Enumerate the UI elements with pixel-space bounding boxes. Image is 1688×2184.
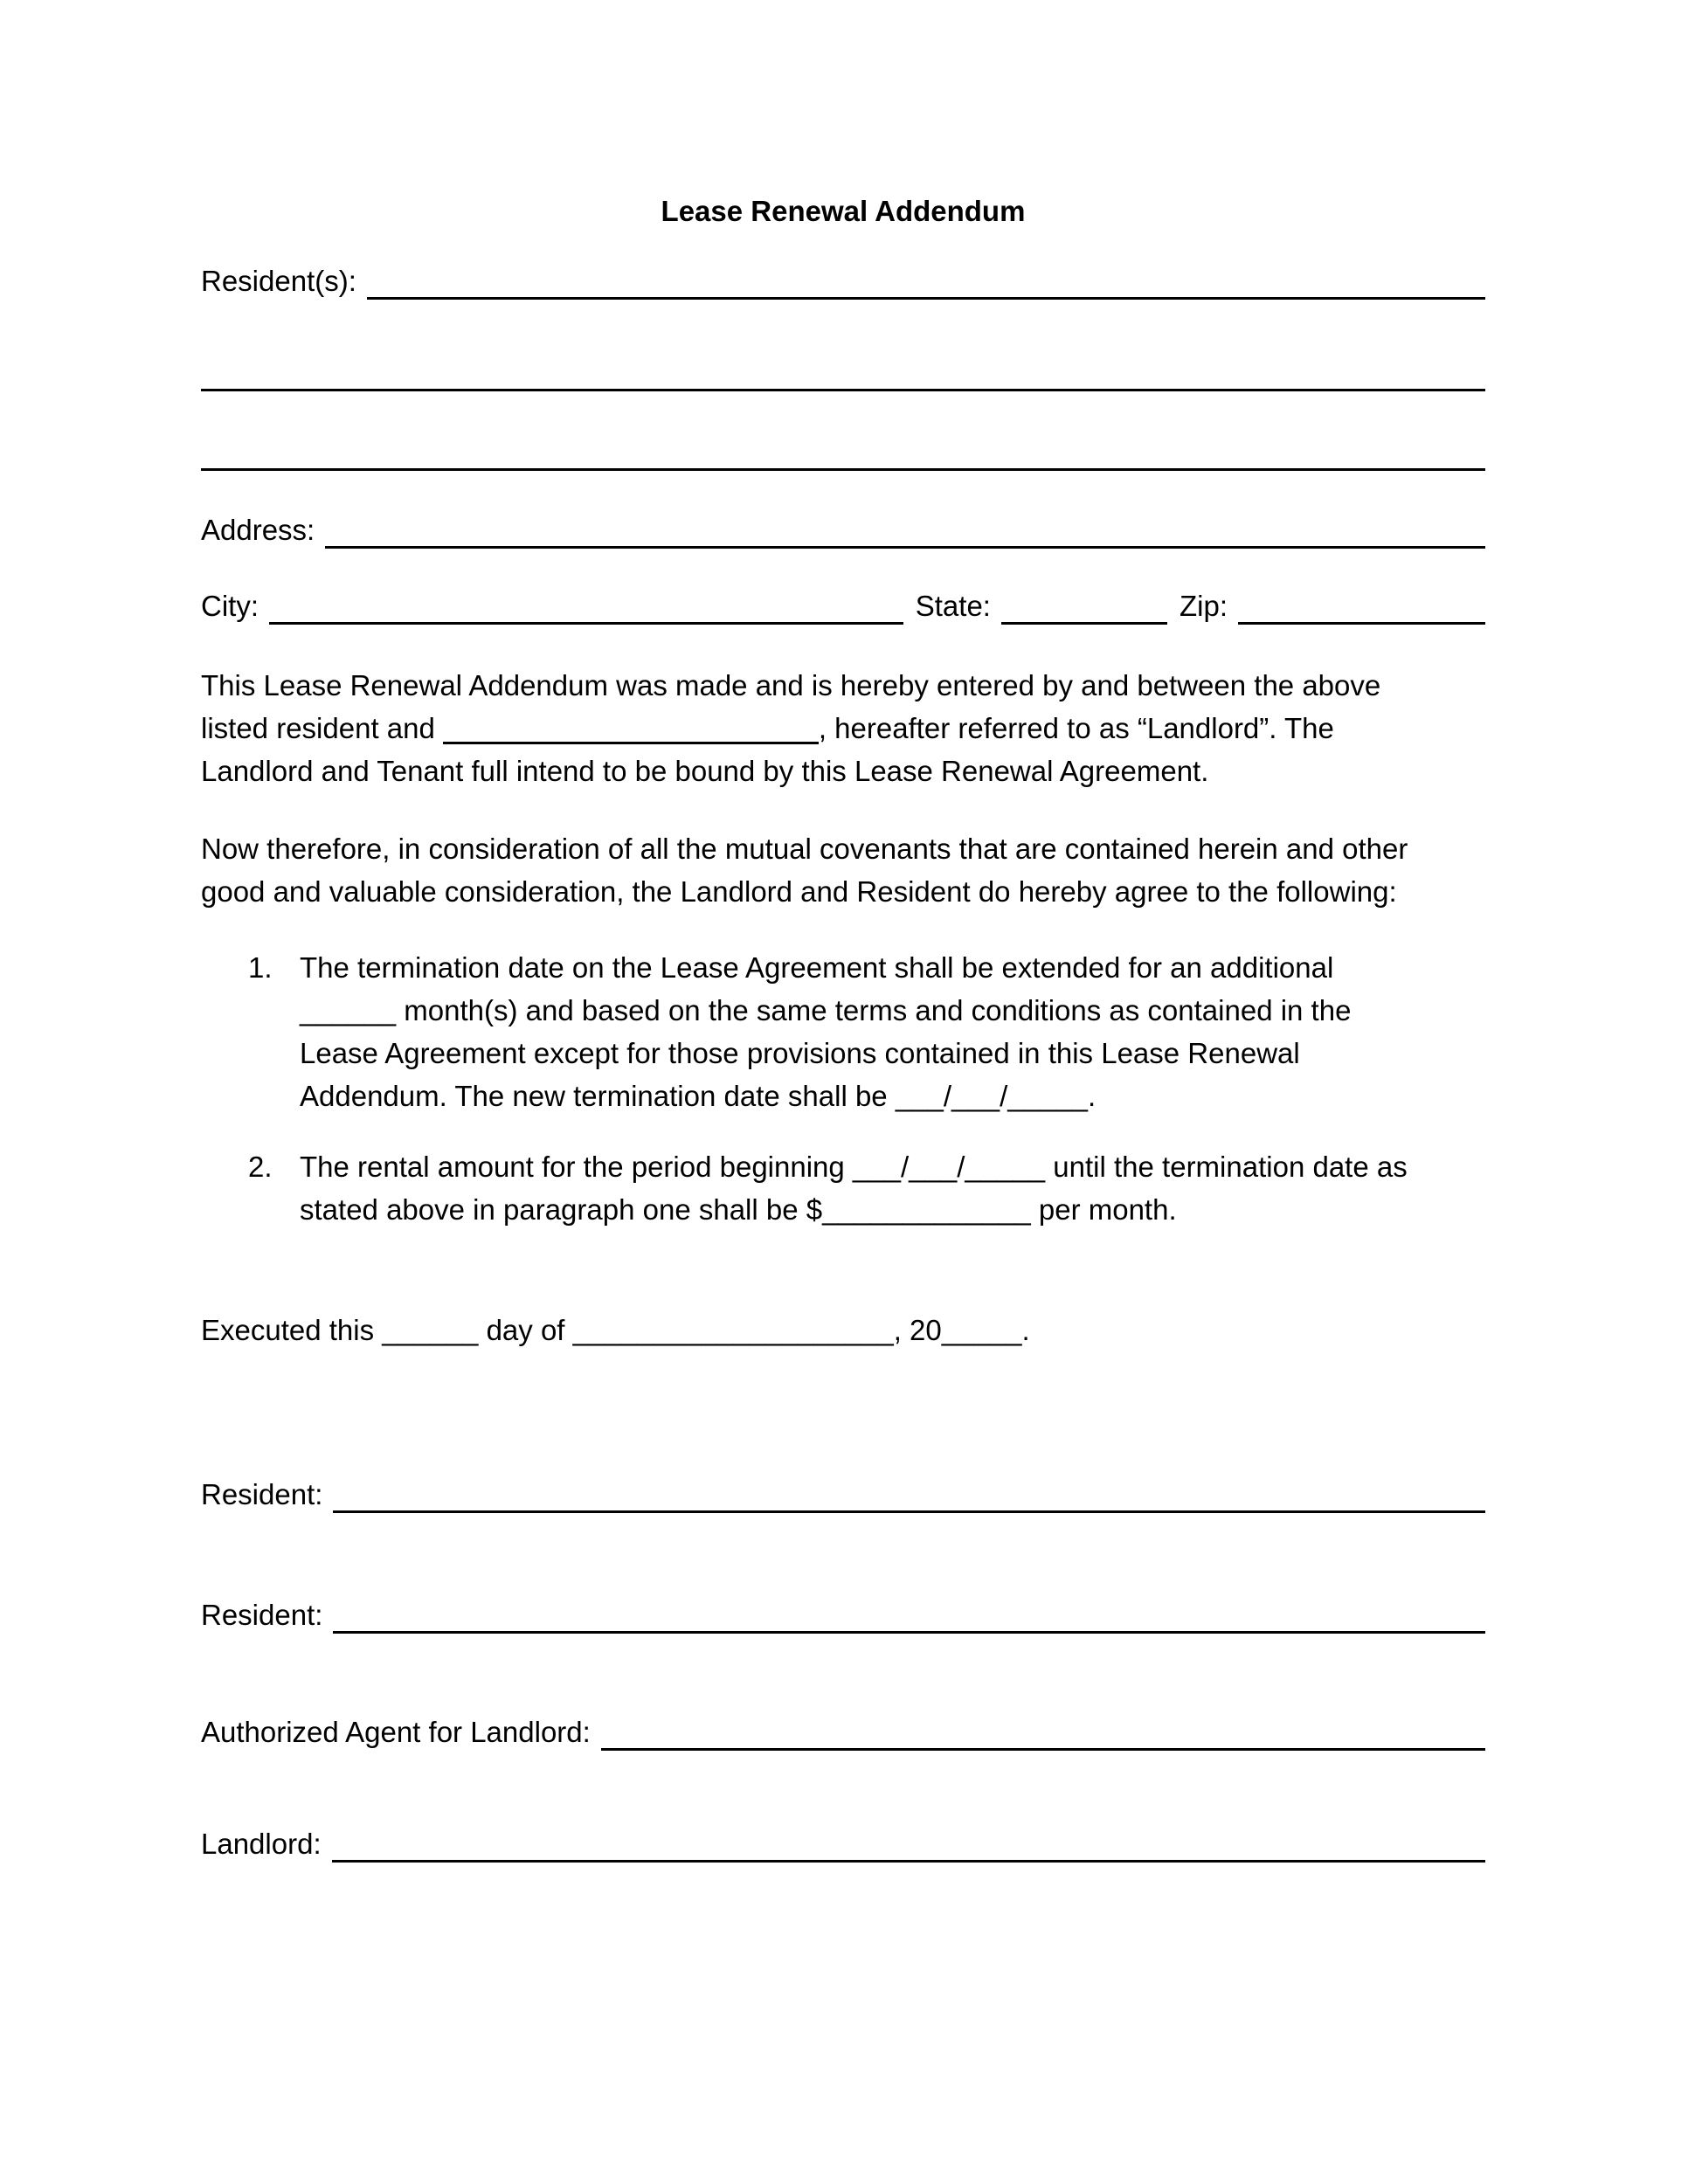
consideration-line-2: good and valuable consideration, the Landlord and Resident do hereby agree to the following: xyxy=(201,875,1397,908)
intro-line-3: Landlord and Tenant full intend to be bound by this Lease Renewal Agreement. xyxy=(201,755,1209,787)
resident-signature-line-2 xyxy=(333,1593,1485,1634)
clause-1-text xyxy=(300,946,1485,1117)
resident-signature-row-1 xyxy=(201,1473,1485,1516)
city-label: City: xyxy=(201,590,259,622)
state-label: State: xyxy=(915,590,991,622)
consideration-line-1: Now therefore, in consideration of all the mutual covenants that are contained herein and other xyxy=(201,833,1408,865)
landlord-agent-signature-row xyxy=(201,1711,1485,1753)
clause-2-line-1: The rental amount for the period beginning ___/___/_____ until the termination date as xyxy=(300,1151,1408,1183)
zip-field-line xyxy=(1238,584,1485,625)
clause-1-line-1: The termination date on the Lease Agreement shall be extended for an additional xyxy=(300,951,1334,984)
clause-1-number: 1. xyxy=(248,951,273,984)
zip-label: Zip: xyxy=(1179,590,1228,622)
intro-line-2 xyxy=(201,707,1485,750)
clause-2-line-2: stated above in paragraph one shall be $_____________ per month. xyxy=(300,1193,1177,1226)
residents-field-line xyxy=(367,259,1485,300)
clause-2-number: 2. xyxy=(248,1151,273,1183)
resident-signature-row-2 xyxy=(201,1593,1485,1636)
resident-signature-label-2: Resident: xyxy=(201,1599,323,1631)
document-title: Lease Renewal Addendum xyxy=(661,195,1026,227)
resident-signature-line-1 xyxy=(333,1473,1485,1513)
residents-label: Resident(s): xyxy=(201,265,356,297)
landlord-agent-signature-label: Authorized Agent for Landlord: xyxy=(201,1716,591,1748)
residents-extra-line-1 xyxy=(201,389,1485,391)
residents-row xyxy=(201,259,1485,302)
clause-1-line-3: Lease Agreement except for those provisions contained in this Lease Renewal xyxy=(300,1037,1300,1069)
clause-2-text xyxy=(300,1145,1485,1231)
intro-paragraph xyxy=(201,664,1485,792)
intro-line-2-before: listed resident and xyxy=(201,712,435,744)
execution-line: Executed this ______ day of ____________________, 20_____. xyxy=(201,1314,1030,1346)
clause-1-line-2: ______ month(s) and based on the same terms and conditions as contained in the xyxy=(300,994,1352,1026)
city-field-line xyxy=(269,584,903,625)
address-field-line xyxy=(325,508,1485,549)
landlord-signature-line xyxy=(332,1822,1485,1863)
landlord-name-blank xyxy=(443,742,819,744)
city-state-zip-row xyxy=(201,584,1485,627)
intro-line-1: This Lease Renewal Addendum was made and is hereby entered by and between the above xyxy=(201,669,1381,702)
clause-1 xyxy=(201,946,1485,1117)
landlord-agent-signature-line xyxy=(601,1711,1485,1751)
intro-line-2-after: , hereafter referred to as “Landlord”. The xyxy=(818,712,1334,744)
residents-extra-line-2 xyxy=(201,468,1485,471)
resident-signature-label-1: Resident: xyxy=(201,1478,323,1510)
clause-1-line-4: Addendum. The new termination date shall be ___/___/_____. xyxy=(300,1080,1097,1112)
state-field-line xyxy=(1001,584,1167,625)
address-label: Address: xyxy=(201,514,315,546)
consideration-paragraph xyxy=(201,827,1485,913)
landlord-signature-row xyxy=(201,1822,1485,1865)
landlord-signature-label: Landlord: xyxy=(201,1828,322,1860)
clause-2 xyxy=(201,1145,1485,1231)
address-row xyxy=(201,508,1485,551)
